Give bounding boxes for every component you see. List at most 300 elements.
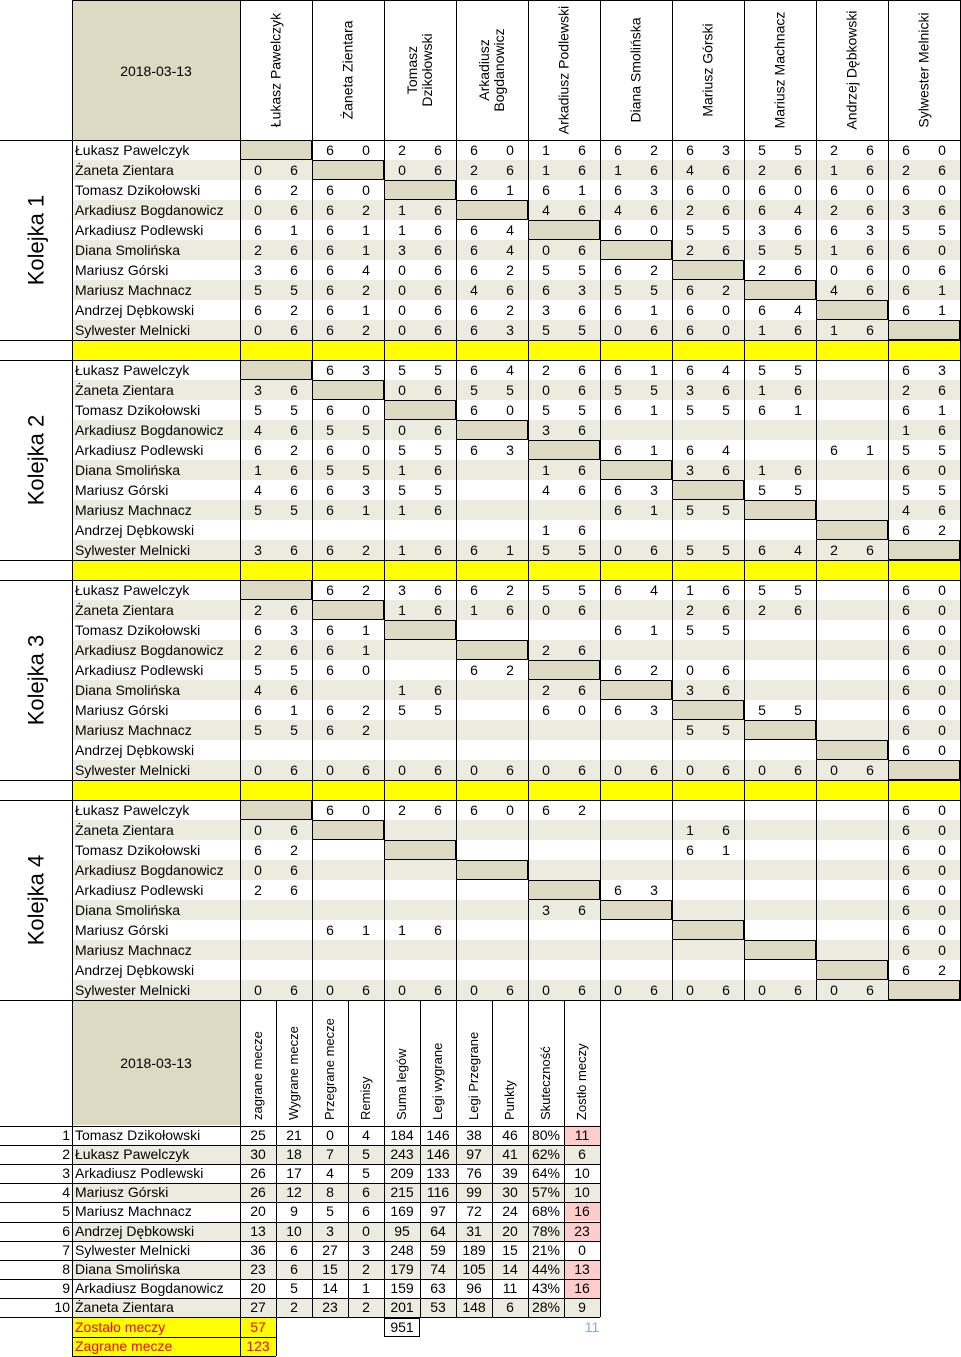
score-value: 6 [686,842,694,858]
score-value: 1 [398,682,406,698]
score-value: 5 [686,542,694,558]
score-value: 2 [290,842,298,858]
score-value: 6 [794,762,802,778]
summary-value: 26 [250,1165,266,1181]
score-value: 5 [686,722,694,738]
score-value: 6 [794,262,802,278]
grid-line [72,1000,600,1001]
summary-header [240,1000,276,1125]
score-value: 5 [398,442,406,458]
score-value: 2 [362,542,370,558]
self-match-cell [384,620,456,640]
score-value: 6 [290,822,298,838]
table-row [72,820,960,840]
score-value: 6 [758,182,766,198]
score-value: 6 [578,142,586,158]
score-value: 6 [866,982,874,998]
score-value: 6 [650,322,658,338]
score-value: 0 [938,242,946,258]
score-value: 6 [470,802,478,818]
score-value: 1 [650,402,658,418]
score-value: 0 [830,262,838,278]
summary-value: 146 [426,1127,450,1143]
player-name: Tomasz Dzikołowski [75,842,201,858]
grid-line [0,1126,600,1127]
summary-value: 5 [362,1146,370,1162]
score-value: 6 [686,362,694,378]
score-value: 2 [650,262,658,278]
summary-player-name: Arkadiusz Bogdanowicz [75,1280,224,1296]
score-value: 0 [686,662,694,678]
rank: 3 [62,1165,70,1181]
summary-value: 2 [362,1261,370,1277]
score-value: 6 [290,602,298,618]
score-value: 0 [398,162,406,178]
score-value: 1 [758,462,766,478]
summary-header [528,1000,564,1125]
score-value: 2 [290,302,298,318]
score-value: 0 [650,222,658,238]
score-value: 1 [362,242,370,258]
player-name: Żaneta Zientara [75,822,174,838]
score-value: 6 [614,262,622,278]
summary-value: 10 [286,1223,302,1239]
score-value: 6 [794,322,802,338]
score-value: 0 [794,182,802,198]
score-value: 6 [614,362,622,378]
score-value: 0 [398,422,406,438]
self-match-cell [240,800,312,820]
score-value: 5 [578,262,586,278]
self-match-cell [384,400,456,420]
score-value: 1 [470,602,478,618]
score-value: 6 [326,482,334,498]
summary-value: 15 [502,1242,518,1258]
score-value: 6 [290,202,298,218]
score-value: 2 [758,262,766,278]
summary-header [312,1000,348,1125]
player-name: Żaneta Zientara [75,602,174,618]
self-match-cell [240,140,312,160]
rank: 7 [62,1242,70,1258]
summary-value: 6 [290,1261,298,1277]
summary-header-label: Legi Przegrane [466,1031,481,1120]
self-match-cell [672,260,744,280]
score-value: 6 [470,242,478,258]
score-value: 5 [578,402,586,418]
score-value: 5 [722,542,730,558]
score-value: 6 [290,322,298,338]
score-value: 0 [902,262,910,278]
score-value: 6 [290,162,298,178]
score-value: 6 [902,722,910,738]
remaining-label: Zostało meczy [75,1319,166,1335]
summary-header-label: Zostło meczy [574,1043,589,1120]
score-value: 2 [362,722,370,738]
self-match-cell [744,500,816,520]
summary-value: 0 [578,1242,586,1258]
summary-value: 30 [502,1184,518,1200]
summary-value: 1 [362,1280,370,1296]
grid-line [528,1000,529,1317]
summary-value: 248 [390,1242,414,1258]
self-match-cell [744,940,816,960]
column-header-label: Arkadiusz Bogdanowicz [476,28,507,112]
summary-value: 24 [502,1203,518,1219]
summary-value: 5 [362,1165,370,1181]
player-name: Sylwester Melnicki [75,982,191,998]
score-value: 0 [938,682,946,698]
score-value: 2 [362,322,370,338]
score-value: 6 [578,482,586,498]
score-value: 2 [542,682,550,698]
score-value: 1 [398,222,406,238]
header-date: 2018-03-13 [120,63,192,79]
score-value: 0 [254,202,262,218]
score-value: 6 [254,442,262,458]
score-value: 6 [578,242,586,258]
player-name: Mariusz Górski [75,702,169,718]
score-value: 6 [326,542,334,558]
summary-header-label: Legi wygrane [430,1042,445,1120]
score-value: 5 [290,722,298,738]
score-value: 2 [542,642,550,658]
self-match-cell [600,240,672,260]
summary-value: 15 [322,1261,338,1277]
score-value: 6 [938,162,946,178]
summary-player-name: Diana Smolińska [75,1261,181,1277]
player-name: Diana Smolińska [75,682,181,698]
score-value: 0 [938,742,946,758]
round-label: Kolejka 3 [23,634,49,726]
score-value: 6 [614,882,622,898]
summary-header [348,1000,384,1125]
summary-header-label: Wygrane mecze [286,1026,301,1120]
score-value: 6 [830,442,838,458]
score-value: 5 [362,462,370,478]
column-header-label: Mariusz Górski [699,23,716,117]
summary-value: 64 [430,1223,446,1239]
score-value: 5 [434,442,442,458]
score-value: 6 [470,362,478,378]
score-value: 6 [326,142,334,158]
score-value: 2 [362,202,370,218]
summary-header-label: Remisy [358,1076,373,1120]
score-value: 6 [902,802,910,818]
score-value: 0 [362,142,370,158]
score-value: 6 [902,462,910,478]
grid-line [0,1145,600,1146]
table-row [72,680,960,700]
score-value: 5 [578,582,586,598]
score-value: 4 [506,362,514,378]
score-value: 6 [578,762,586,778]
score-value: 5 [938,222,946,238]
score-value: 0 [938,902,946,918]
score-value: 6 [758,542,766,558]
score-value: 0 [758,982,766,998]
score-value: 6 [326,502,334,518]
score-value: 1 [686,822,694,838]
score-value: 6 [578,422,586,438]
score-value: 5 [758,582,766,598]
score-value: 6 [470,542,478,558]
score-value: 6 [650,162,658,178]
score-value: 6 [290,242,298,258]
score-value: 6 [326,622,334,638]
score-value: 0 [938,882,946,898]
summary-player-name: Łukasz Pawelczyk [75,1146,190,1162]
score-value: 6 [434,502,442,518]
summary-value: 38 [466,1127,482,1143]
self-match-cell [888,980,960,1000]
score-value: 0 [938,702,946,718]
score-value: 2 [542,362,550,378]
score-value: 6 [578,162,586,178]
score-value: 2 [254,882,262,898]
score-value: 2 [398,142,406,158]
summary-value: 68% [531,1203,561,1219]
score-value: 1 [506,542,514,558]
summary-value: 95 [394,1223,410,1239]
score-value: 0 [506,802,514,818]
score-value: 2 [506,262,514,278]
self-match-cell [384,840,456,860]
score-value: 5 [326,462,334,478]
score-value: 1 [362,622,370,638]
score-value: 3 [254,262,262,278]
score-value: 6 [542,702,550,718]
summary-value: 6 [506,1299,514,1315]
score-value: 0 [938,602,946,618]
score-value: 0 [506,142,514,158]
score-value: 1 [830,242,838,258]
round-label-cell [0,580,72,780]
score-value: 0 [866,182,874,198]
grid-line [888,0,889,1000]
summary-value: 20 [250,1203,266,1219]
score-value: 6 [434,422,442,438]
column-header-label: Diana Smolińska [627,17,644,123]
score-value: 5 [794,142,802,158]
score-value: 5 [254,502,262,518]
score-value: 6 [326,202,334,218]
score-value: 1 [830,322,838,338]
summary-header-label: Punkty [502,1080,517,1120]
score-value: 0 [398,322,406,338]
score-value: 6 [794,222,802,238]
score-value: 6 [794,602,802,618]
column-header-label: Mariusz Machnacz [771,11,788,129]
score-value: 6 [686,442,694,458]
score-value: 6 [542,282,550,298]
summary-player-name: Andrzej Dębkowski [75,1223,195,1239]
table-row [72,900,960,920]
score-value: 5 [686,502,694,518]
score-value: 6 [758,402,766,418]
score-value: 5 [758,362,766,378]
score-value: 6 [326,222,334,238]
grid-line [564,1000,565,1317]
score-value: 0 [938,802,946,818]
rank: 1 [62,1127,70,1143]
score-value: 3 [866,222,874,238]
score-value: 0 [506,402,514,418]
score-value: 6 [470,182,478,198]
score-value: 4 [254,682,262,698]
score-value: 5 [650,282,658,298]
score-value: 0 [830,982,838,998]
score-value: 6 [470,262,478,278]
score-value: 0 [362,402,370,418]
grid-line [0,1260,600,1261]
grid-line [600,1000,601,1317]
score-value: 4 [794,302,802,318]
score-value: 5 [722,622,730,638]
score-value: 2 [506,582,514,598]
score-value: 3 [578,282,586,298]
score-value: 0 [938,622,946,638]
score-value: 6 [434,222,442,238]
score-value: 5 [722,402,730,418]
score-value: 6 [794,162,802,178]
score-value: 6 [470,142,478,158]
score-value: 4 [794,542,802,558]
score-value: 2 [362,702,370,718]
score-value: 6 [578,902,586,918]
self-match-cell [672,700,744,720]
player-name: Żaneta Zientara [75,162,174,178]
summary-value: 26 [250,1184,266,1200]
summary-header [384,1000,420,1125]
score-value: 1 [938,402,946,418]
score-value: 3 [650,882,658,898]
score-value: 6 [290,862,298,878]
summary-value: 189 [462,1242,486,1258]
score-value: 6 [614,222,622,238]
score-value: 6 [614,622,622,638]
table-row [72,880,960,900]
score-value: 4 [254,422,262,438]
summary-value: 9 [578,1299,586,1315]
summary-value: 16 [564,1279,600,1298]
grid-line [240,0,241,1000]
self-match-cell [744,280,816,300]
player-name: Arkadiusz Bogdanowicz [75,642,224,658]
score-value: 6 [362,762,370,778]
score-value: 2 [650,662,658,678]
score-value: 6 [866,282,874,298]
self-match-cell [888,320,960,340]
score-value: 3 [650,702,658,718]
player-name: Arkadiusz Podlewski [75,882,204,898]
score-value: 5 [614,282,622,298]
summary-value: 41 [502,1146,518,1162]
score-value: 0 [398,302,406,318]
score-value: 6 [578,362,586,378]
score-value: 6 [326,262,334,278]
score-value: 3 [686,462,694,478]
score-value: 0 [614,322,622,338]
played-value: 123 [246,1338,270,1354]
score-value: 5 [506,382,514,398]
score-value: 1 [398,922,406,938]
self-match-cell [456,640,528,660]
score-value: 1 [866,442,874,458]
score-value: 6 [434,302,442,318]
score-value: 2 [902,382,910,398]
score-value: 6 [290,482,298,498]
score-value: 6 [326,662,334,678]
score-value: 2 [830,542,838,558]
score-value: 6 [434,602,442,618]
self-match-cell [816,300,888,320]
score-value: 6 [722,162,730,178]
score-value: 6 [326,362,334,378]
score-value: 6 [254,222,262,238]
self-match-cell [312,600,384,620]
grid-line [312,0,313,1000]
column-header [816,0,888,140]
score-value: 5 [794,482,802,498]
player-name: Diana Smolińska [75,902,181,918]
summary-player-name: Żaneta Zientara [75,1299,174,1315]
score-value: 0 [722,302,730,318]
score-value: 1 [362,502,370,518]
self-match-cell [312,820,384,840]
score-value: 6 [542,182,550,198]
summary-value: 0 [326,1127,334,1143]
score-value: 1 [650,502,658,518]
summary-value: 53 [430,1299,446,1315]
score-value: 4 [506,222,514,238]
score-value: 5 [470,382,478,398]
self-match-cell [528,880,600,900]
score-value: 2 [290,182,298,198]
score-value: 4 [650,582,658,598]
score-value: 2 [254,602,262,618]
score-value: 0 [542,242,550,258]
summary-value: 97 [466,1146,482,1162]
score-value: 6 [938,422,946,438]
score-value: 0 [938,822,946,838]
score-value: 1 [362,922,370,938]
column-header-label: Arkadiusz Podlewski [555,5,572,135]
score-value: 5 [434,362,442,378]
score-value: 0 [938,182,946,198]
round-label: Kolejka 1 [23,194,49,286]
score-value: 5 [794,242,802,258]
score-value: 6 [578,522,586,538]
column-header [744,0,816,140]
score-value: 6 [470,442,478,458]
score-value: 6 [614,182,622,198]
player-name: Mariusz Machnacz [75,722,192,738]
player-name: Łukasz Pawelczyk [75,582,190,598]
score-value: 1 [398,502,406,518]
score-value: 6 [326,282,334,298]
score-value: 5 [362,422,370,438]
rank: 2 [62,1146,70,1162]
score-value: 3 [254,542,262,558]
score-value: 6 [686,282,694,298]
score-value: 1 [722,842,730,858]
score-value: 6 [326,242,334,258]
summary-value: 6 [362,1203,370,1219]
score-value: 6 [578,382,586,398]
score-value: 6 [290,982,298,998]
score-value: 0 [938,862,946,878]
